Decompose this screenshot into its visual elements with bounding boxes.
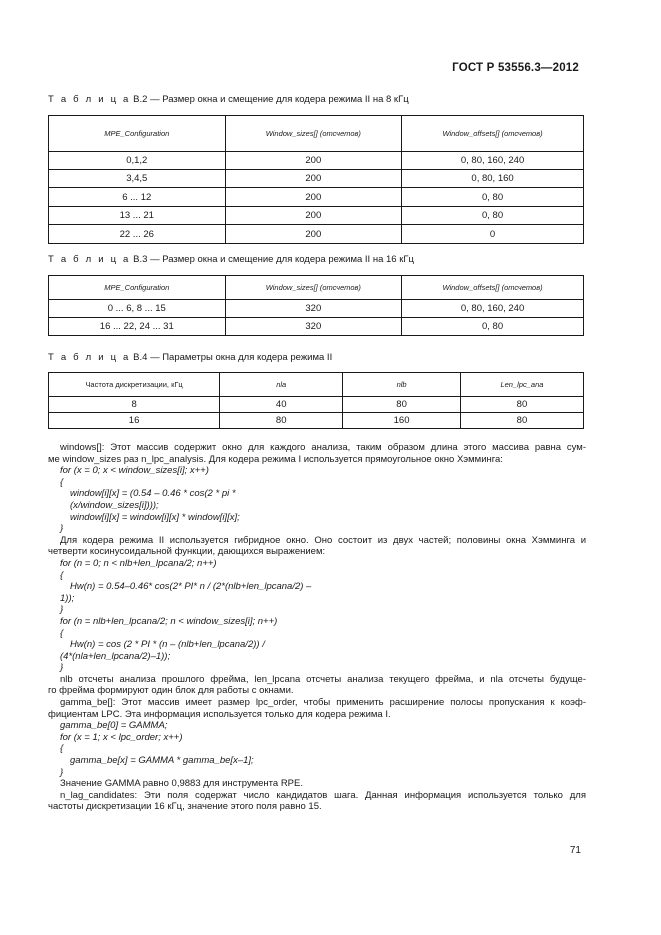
header-cell: nla — [220, 373, 343, 397]
text-line: n_lag_candidates: Эти поля содержат число кандидатов шага. Данная информация используется только для — [60, 789, 586, 801]
code-line: } — [60, 662, 64, 674]
table-cell: 0, 80 — [402, 188, 584, 207]
table-cell: 0, 80, 160, 240 — [402, 300, 584, 318]
code-line: Hw(n) = 0.54–0.46* cos(2* PI* n / (2*(nlb+len_lpcana/2) – — [70, 581, 312, 593]
table-cell: 200 — [225, 225, 402, 244]
text-line: ме window_sizes раз n_lpc_analysis. Для кодера режима I используется прямоугольное окно Хэмминга: — [48, 453, 503, 465]
table-row — [49, 300, 584, 318]
table-cell: 320 — [225, 318, 402, 336]
header-cell: Len_lpc_ana — [460, 373, 583, 397]
table-row — [49, 397, 584, 413]
table-cell: 80 — [460, 397, 583, 413]
table-row — [49, 207, 584, 225]
code-line: for (n = nlb+len_lpcana/2; n < window_sizes[i]; n++) — [60, 615, 278, 627]
code-line: { — [60, 476, 64, 488]
table-header-row — [49, 276, 584, 300]
body-text — [48, 442, 586, 813]
text-line: windows[]: Этот массив содержит окно для каждого анализа, таким образом длина этого массива равна сум- — [60, 442, 586, 453]
code-line: gamma_be[x] = GAMMA * gamma_be[x–1]; — [70, 755, 254, 767]
header-cell: Window_sizes[] (отсчетов) — [225, 276, 402, 300]
table-b4-caption: Т а б л и ц а В.4 — Параметры окна для кодера режима II — [48, 352, 333, 363]
code-line: for (x = 1; x < lpc_order; x++) — [60, 731, 183, 743]
table-cell: 22 ... 26 — [49, 225, 226, 244]
table-cell: 0 ... 6, 8 ... 15 — [49, 300, 226, 318]
header-cell: Window_offsets[] (отсчетов) — [402, 276, 584, 300]
code-line: } — [60, 523, 64, 535]
text-line: Значение GAMMA равно 0,9883 для инструмента RPE. — [60, 778, 303, 790]
table-cell: 0 — [402, 225, 584, 244]
text-line: gamma_be[]: Этот массив имеет размер lpc_order, чтобы применить расширение полосы пропускания к коэф- — [60, 697, 586, 709]
table-cell: 80 — [460, 413, 583, 429]
code-line: window[i][x] = window[i][x] * window[i][x]; — [70, 511, 240, 523]
table-cell: 160 — [343, 413, 461, 429]
table-cell: 0, 80 — [402, 318, 584, 336]
code-line: 1)); — [60, 592, 75, 604]
table-cell: 8 — [49, 397, 220, 413]
table-b3-caption: Т а б л и ц а В.3 — Размер окна и смещение для кодера режима II на 16 кГц — [48, 254, 414, 265]
text-line: фициентам LPC. Эта информация используется только для кодера режима I. — [48, 708, 391, 720]
table-cell: 40 — [220, 397, 343, 413]
header-cell: Window_offsets[] (отсчетов) — [402, 116, 584, 152]
table-b3 — [48, 275, 584, 336]
code-line: { — [60, 627, 64, 639]
header-cell: MPE_Configuration — [49, 276, 226, 300]
text-line: частоты дискретизации 16 кГц, значение этого поля равно 15. — [48, 801, 322, 813]
code-line: { — [60, 743, 64, 755]
table-cell: 3,4,5 — [49, 170, 226, 188]
table-cell: 200 — [225, 170, 402, 188]
header-cell: Window_sizes[] (отсчетов) — [225, 116, 402, 152]
table-row — [49, 318, 584, 336]
code-line: } — [60, 766, 64, 778]
table-cell: 0, 80, 160 — [402, 170, 584, 188]
table-row — [49, 188, 584, 207]
code-line: for (x = 0; x < window_sizes[i]; x++) — [60, 465, 209, 477]
table-row — [49, 170, 584, 188]
standard-designation: ГОСТ Р 53556.3—2012 — [452, 62, 579, 74]
table-cell: 0, 80, 160, 240 — [402, 152, 584, 170]
table-row — [49, 152, 584, 170]
table-cell: 320 — [225, 300, 402, 318]
text-line: Для кодера режима II используется гибридное окно. Оно состоит из двух частей; половины окна Хэмминга и — [60, 534, 586, 546]
table-cell: 80 — [220, 413, 343, 429]
code-line: (4*(nla+len_lpcana/2)–1)); — [60, 650, 171, 662]
code-line: } — [60, 604, 64, 616]
header-cell: nlb — [343, 373, 461, 397]
code-line: for (n = 0; n < nlb+len_lpcana/2; n++) — [60, 557, 217, 569]
code-line: Hw(n) = cos (2 * PI * (n – (nlb+len_lpcana/2)) / — [70, 639, 265, 651]
table-header-row — [49, 373, 584, 397]
header-cell: MPE_Configuration — [49, 116, 226, 152]
table-row — [49, 413, 584, 429]
table-cell: 16 — [49, 413, 220, 429]
table-cell: 13 ... 21 — [49, 207, 226, 225]
table-cell: 200 — [225, 207, 402, 225]
table-cell: 6 ... 12 — [49, 188, 226, 207]
table-cell: 0,1,2 — [49, 152, 226, 170]
table-row — [49, 225, 584, 244]
header-cell: Частота дискретизации, кГц — [49, 373, 220, 397]
table-b2-caption: Т а б л и ц а В.2 — Размер окна и смещение для кодера режима II на 8 кГц — [48, 94, 409, 105]
code-line: { — [60, 569, 64, 581]
table-cell: 80 — [343, 397, 461, 413]
code-line: window[i][x] = (0.54 – 0.46 * cos(2 * pi * — [70, 488, 236, 500]
code-line: (x/window_sizes[i]))); — [70, 499, 159, 511]
table-cell: 16 ... 22, 24 ... 31 — [49, 318, 226, 336]
table-cell: 0, 80 — [402, 207, 584, 225]
code-line: gamma_be[0] = GAMMA; — [60, 720, 168, 732]
table-cell: 200 — [225, 188, 402, 207]
table-cell: 200 — [225, 152, 402, 170]
table-b2 — [48, 115, 584, 244]
text-line: го фрейма формируют один блок для работы с окнами. — [48, 685, 294, 697]
page-number: 71 — [569, 845, 581, 856]
table-b4 — [48, 372, 584, 429]
text-line: четверти косинусоидальной функции, дающихся выражением: — [48, 546, 326, 558]
table-header-row — [49, 116, 584, 152]
text-line: nlb отсчеты анализа прошлого фрейма, len_lpcana отсчеты анализа текущего фрейма, и nla отсчеты будуще- — [60, 673, 586, 685]
